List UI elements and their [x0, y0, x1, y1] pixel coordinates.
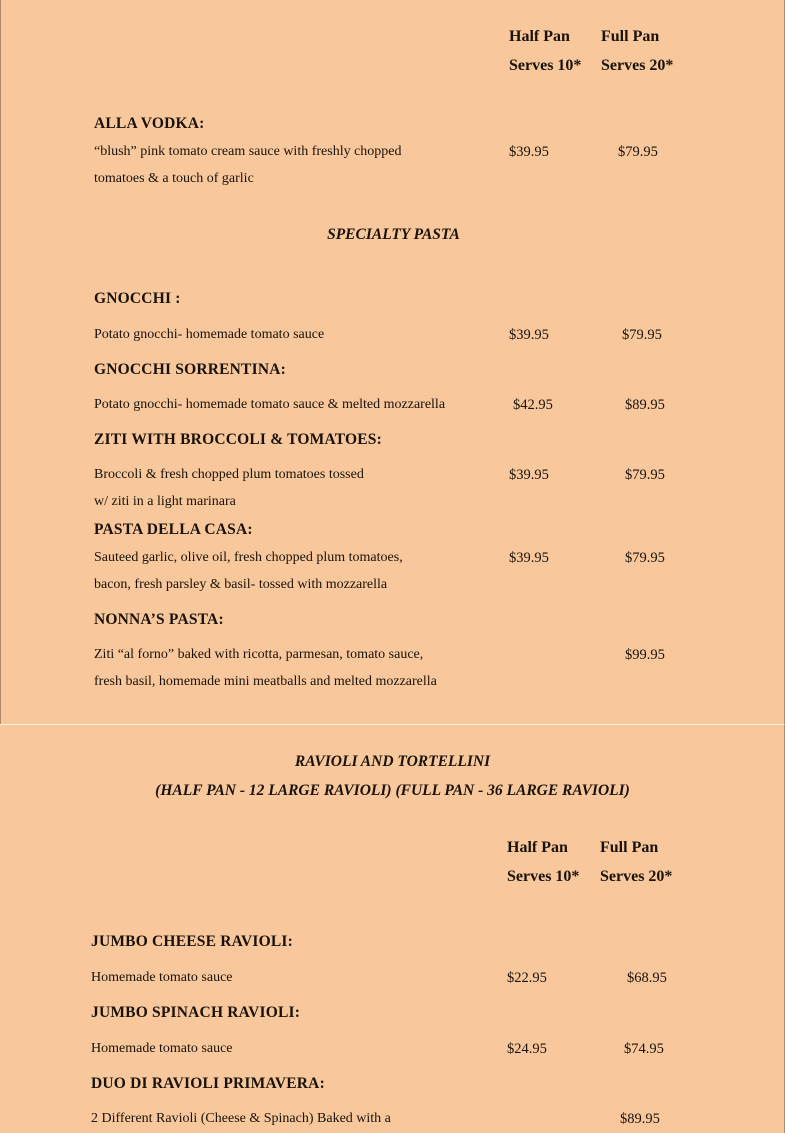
- item-title: GNOCCHI SORRENTINA:: [94, 361, 286, 378]
- full-pan-price: $74.95: [624, 1041, 664, 1057]
- half-pan-price: $39.95: [509, 550, 549, 566]
- section-title: RAVIOLI AND TORTELLINI: [294, 753, 491, 770]
- item-description: fresh basil, homemade mini meatballs and melted mozzarella: [94, 674, 437, 689]
- item-title: GNOCCHI :: [94, 290, 181, 307]
- half-pan-price: $39.95: [509, 467, 549, 483]
- item-title: ZITI WITH BROCCOLI & TOMATOES:: [94, 431, 382, 448]
- item-description: “blush” pink tomato cream sauce with freshly chopped: [94, 144, 402, 159]
- half-pan-serves: Serves 10*: [507, 868, 580, 885]
- full-pan-serves: Serves 20*: [601, 57, 674, 74]
- item-title: ALLA VODKA:: [94, 115, 205, 132]
- item-description: Homemade tomato sauce: [91, 1041, 233, 1056]
- section-title: SPECIALTY PASTA: [327, 226, 460, 243]
- full-pan-price: $79.95: [625, 550, 665, 566]
- full-pan-price: $79.95: [622, 327, 662, 343]
- item-title: DUO DI RAVIOLI PRIMAVERA:: [91, 1075, 325, 1092]
- half-pan-header: Half Pan: [509, 28, 570, 45]
- half-pan-price: $22.95: [507, 970, 547, 986]
- section-subtitle: (HALF PAN - 12 LARGE RAVIOLI) (FULL PAN - 36 LARGE RAVIOLI): [155, 782, 630, 799]
- full-pan-serves: Serves 20*: [600, 868, 673, 885]
- full-pan-price: $79.95: [625, 467, 665, 483]
- half-pan-price: $39.95: [509, 327, 549, 343]
- item-description: 2 Different Ravioli (Cheese & Spinach) Baked with a: [91, 1111, 391, 1126]
- menu-page-2: [0, 724, 785, 1133]
- full-pan-price: $99.95: [625, 647, 665, 663]
- item-description: Sauteed garlic, olive oil, fresh chopped plum tomatoes,: [94, 550, 403, 565]
- item-description: w/ ziti in a light marinara: [94, 494, 236, 509]
- item-title: JUMBO CHEESE RAVIOLI:: [91, 933, 294, 950]
- half-pan-price: $42.95: [513, 397, 553, 413]
- item-title: PASTA DELLA CASA:: [94, 521, 253, 538]
- item-description: Homemade tomato sauce: [91, 970, 233, 985]
- half-pan-price: $24.95: [507, 1041, 547, 1057]
- half-pan-serves: Serves 10*: [509, 57, 582, 74]
- item-description: Potato gnocchi- homemade tomato sauce & melted mozzarella: [94, 397, 446, 412]
- item-description: Broccoli & fresh chopped plum tomatoes tossed: [94, 467, 364, 482]
- item-description: Ziti “al forno” baked with ricotta, parmesan, tomato sauce,: [94, 647, 424, 662]
- item-description: tomatoes & a touch of garlic: [94, 171, 254, 186]
- full-pan-price: $89.95: [625, 397, 665, 413]
- full-pan-price: $79.95: [618, 144, 658, 160]
- half-pan-header: Half Pan: [507, 839, 568, 856]
- item-title: JUMBO SPINACH RAVIOLI:: [91, 1004, 301, 1021]
- item-description: bacon, fresh parsley & basil- tossed with mozzarella: [94, 577, 388, 592]
- full-pan-price: $68.95: [627, 970, 667, 986]
- item-description: Potato gnocchi- homemade tomato sauce: [94, 327, 325, 342]
- half-pan-price: $39.95: [509, 144, 549, 160]
- full-pan-header: Full Pan: [600, 839, 659, 856]
- item-title: NONNA’S PASTA:: [94, 611, 224, 628]
- full-pan-header: Full Pan: [601, 28, 660, 45]
- full-pan-price: $89.95: [620, 1111, 660, 1127]
